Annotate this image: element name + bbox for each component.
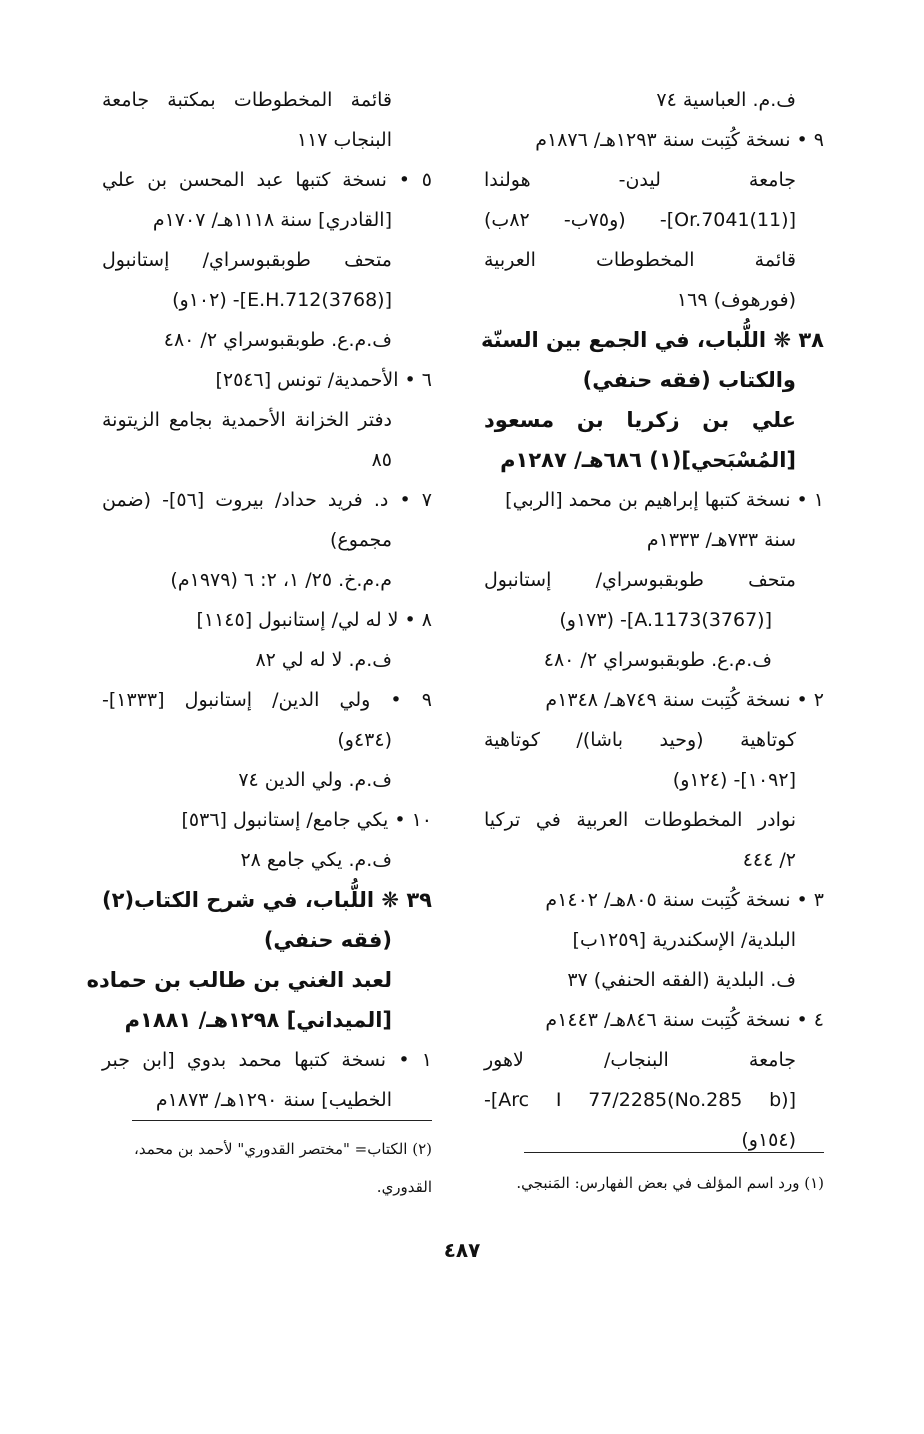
footnote-rule-right (524, 1152, 824, 1153)
text-line: ٢ • نسخة كُتِبت سنة ٧٤٩هـ/ ١٣٤٨م (545, 689, 824, 711)
footnote-right-text: (١) ورد اسم المؤلف في بعض الفهارس: المَنبجي. (516, 1174, 824, 1192)
text-line: ف.م.ع. طوبقبوسراي ٢/ ٤٨٠ (543, 649, 772, 671)
text-line: متحف طوبقبوسراي/ إستانبول (484, 569, 796, 591)
text-line: ١٠ • يكي جامع/ إستانبول [٥٣٦] (181, 809, 432, 831)
text-line: (٤٣٤و) (337, 729, 392, 751)
text-line: ف.م. يكي جامع ٢٨ (240, 849, 392, 871)
text-line: كوتاهية (وحيد باشا)/ كوتاهية (484, 729, 796, 751)
text-line: ٨٥ (371, 449, 392, 471)
text-line: ف.م. العباسية ٧٤ (656, 89, 796, 111)
text-line: قائمة المخطوطات بمكتبة جامعة (102, 89, 392, 111)
text-line: [(No.285 b)Arc I 77/2285]- (484, 1089, 796, 1111)
text-line: لعبد الغني بن طالب بن حماده (86, 968, 392, 992)
text-line: نوادر المخطوطات العربية في تركيا (484, 809, 796, 831)
text-line: البنجاب ١١٧ (296, 129, 392, 151)
text-line: [١٠٩٢]- (١٢٤و) (672, 769, 796, 791)
text-line: (١٥٤و) (741, 1129, 796, 1151)
text-line: والكتاب (فقه حنفي) (582, 368, 796, 392)
right-column (480, 80, 824, 1160)
text-line: ٣٩ ❋ اللُّباب، في شرح الكتاب(٢) (102, 888, 432, 912)
text-line: ١ • نسخة كتبها إبراهيم بن محمد [الربي] (505, 489, 824, 511)
text-line: [القادري] سنة ١١١٨هـ/ ١٧٠٧م (152, 209, 392, 231)
footnote-left-line2: القدوري. (376, 1178, 432, 1196)
text-line: ٦ • الأحمدية/ تونس [٢٥٤٦] (215, 369, 432, 391)
text-line: سنة ٧٣٣هـ/ ١٣٣٣م (646, 529, 796, 551)
text-line: [(3767)A.1173]- (١٧٣و) (559, 609, 772, 631)
text-line: الخطيب] سنة ١٢٩٠هـ/ ١٨٧٣م (155, 1089, 392, 1111)
left-column (86, 80, 432, 1120)
text-line: ٩ • ولي الدين/ إستانبول [١٣٣٣]- (102, 689, 432, 711)
text-line: علي بن زكريا بن مسعود (484, 408, 796, 432)
text-line: ٢/ ٤٤٤ (742, 849, 796, 871)
footnote-left (102, 1130, 432, 1206)
text-line: قائمة المخطوطات العربية (484, 249, 796, 271)
footnote-left-line1: (٢) الكتاب= "مختصر القدوري" لأحمد بن محمد، (133, 1140, 432, 1158)
text-line: [(3768)E.H.712]- (١٠٢و) (172, 289, 392, 311)
text-line: ف.م. لا له لي ٨٢ (255, 649, 392, 671)
text-line: ف.م.ع. طوبقبوسراي ٢/ ٤٨٠ (163, 329, 392, 351)
text-line: ٥ • نسخة كتبها عبد المحسن بن علي (102, 169, 432, 191)
page-number: ٤٨٧ (443, 1238, 481, 1262)
text-line: ٣ • نسخة كُتِبت سنة ٨٠٥هـ/ ١٤٠٢م (545, 889, 824, 911)
text-line: مجموع) (330, 529, 392, 551)
text-line: [المُسْبَحي](١) ٦٨٦هـ/ ١٢٨٧م (500, 448, 796, 472)
text-line: (فقه حنفي) (263, 928, 392, 952)
text-line: البلدية/ الإسكندرية [١٢٥٩ب] (572, 929, 796, 951)
text-line: م.م.خ. ٢٥/ ١، ٢: ٦ (١٩٧٩م) (170, 569, 392, 591)
text-line: ٧ • د. فريد حداد/ بيروت [٥٦]- (ضمن (102, 489, 432, 511)
text-line: [الميداني] ١٢٩٨هـ/ ١٨٨١م (124, 1008, 392, 1032)
text-line: ١ • نسخة كتبها محمد بدوي [ابن جبر (102, 1049, 432, 1071)
footnote-right (484, 1164, 824, 1202)
text-line: ٩ • نسخة كُتِبت سنة ١٢٩٣هـ/ ١٨٧٦م (535, 129, 824, 151)
text-line: ٤ • نسخة كُتِبت سنة ٨٤٦هـ/ ١٤٤٣م (545, 1009, 824, 1031)
text-line: جامعة ليدن- هولندا (484, 169, 796, 191)
footnote-rule-left (132, 1120, 432, 1121)
text-line: ٣٨ ❋ اللُّباب، في الجمع بين السنّة (480, 328, 824, 352)
text-line: (فورهوف) ١٦٩ (676, 289, 796, 311)
text-line: جامعة البنجاب/ لاهور (484, 1049, 796, 1071)
text-line: [Or.7041(11)]- (و٧٥ب- ٨٢ب) (484, 209, 796, 231)
text-line: دفتر الخزانة الأحمدية بجامع الزيتونة (102, 409, 392, 431)
text-line: ف. البلدية (الفقه الحنفي) ٣٧ (567, 969, 796, 991)
text-line: متحف طوبقبوسراي/ إستانبول (102, 249, 392, 271)
text-line: ف.م. ولي الدين ٧٤ (238, 769, 392, 791)
text-line: ٨ • لا له لي/ إستانبول [١١٤٥] (196, 609, 432, 631)
